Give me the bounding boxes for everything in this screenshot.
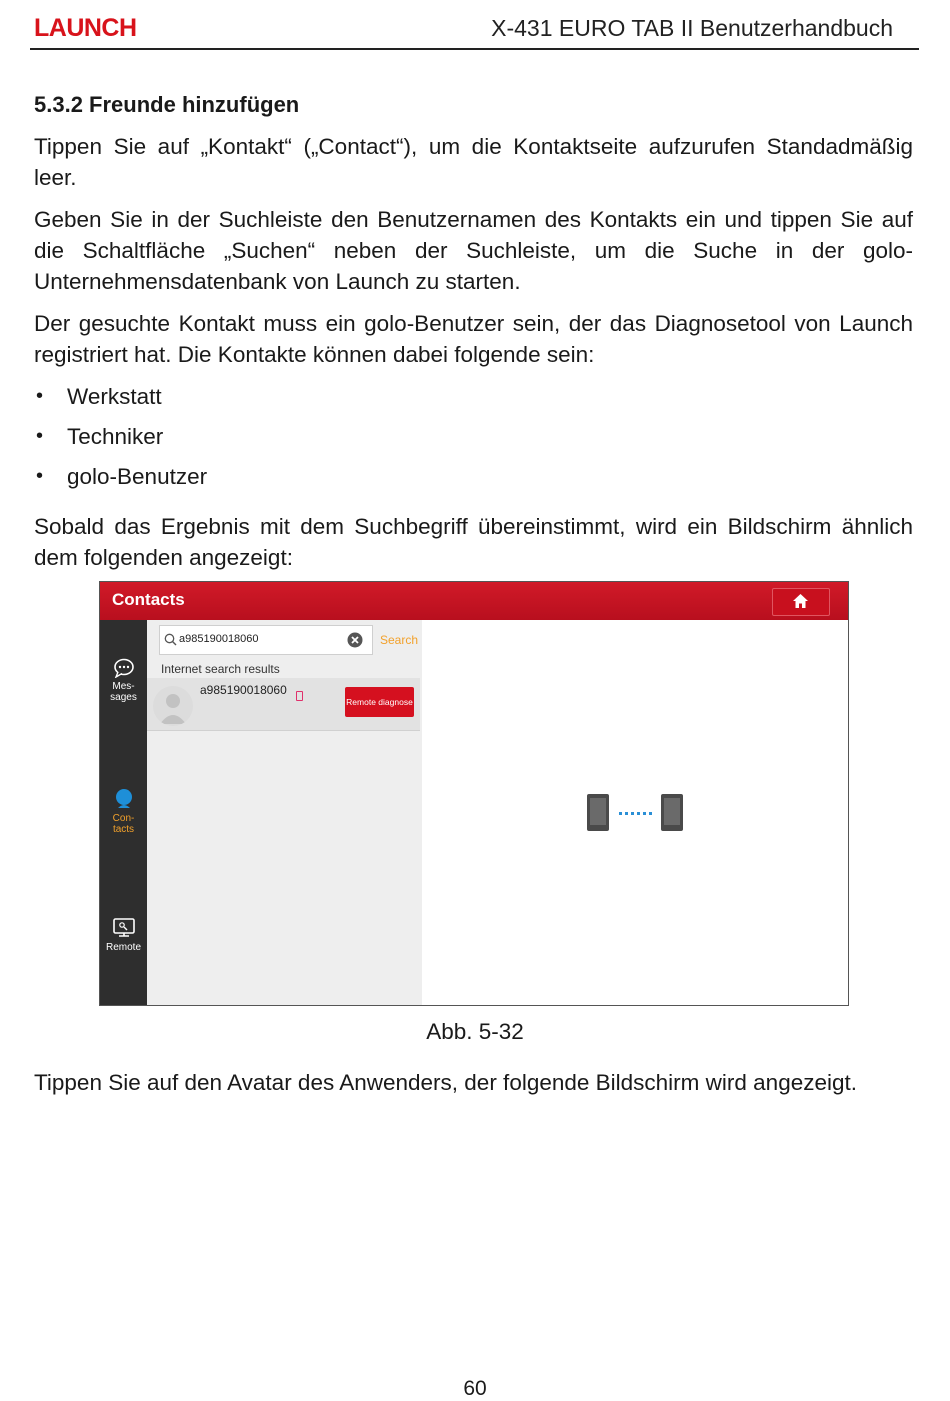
sidebar-item-label: Con- tacts [112,813,135,835]
figure-caption: Abb. 5-32 [426,1019,524,1044]
contacts-screenshot [99,581,849,1006]
list-item: • Techniker [34,421,913,461]
brand-logo: LAUNCH [34,14,137,42]
sidebar-item-contacts[interactable] [100,788,147,835]
chat-bubble-icon [113,658,135,678]
result-username: a985190018060 [200,683,287,697]
results-heading: Internet search results [161,662,280,676]
home-button[interactable] [772,588,830,616]
paragraph: Geben Sie in der Suchleiste den Benutzernamen des Kontakts ein und tippen Sie auf die Schaltfläche „Suchen“ neben der Suchleiste, um die Suche in der golo-Unternehmensdatenbank von Launch zu starten. [34,207,913,294]
sidebar-item-messages[interactable] [100,658,147,703]
search-value: a985190018060 [179,633,259,645]
sidebar-item-remote[interactable] [100,917,147,953]
sidebar-item-label: Mes- sages [110,681,137,703]
list-item[interactable] [147,678,420,731]
search-input[interactable] [159,625,373,655]
detail-panel [422,620,848,1005]
bullet-icon: • [36,425,44,447]
bullet-icon: • [36,385,44,407]
paragraph: Tippen Sie auf den Avatar des Anwenders, der folgende Bildschirm wird angezeigt. [34,1070,857,1095]
contact-person-icon [114,788,134,810]
contacts-list-panel [147,620,422,1005]
remote-monitor-icon [112,917,136,939]
search-button[interactable]: Search [380,633,419,647]
sidebar-item-label: Remote [105,942,141,953]
app-topbar [100,582,848,620]
avatar[interactable] [153,686,193,726]
home-icon [792,593,809,609]
page-header [30,10,919,50]
clear-icon[interactable] [347,632,363,648]
search-icon [164,633,177,646]
list-item: • Werkstatt [34,381,913,421]
bullet-icon: • [36,465,44,487]
remote-diagnose-button[interactable]: Remote diagnose [345,687,414,717]
paragraph: Tippen Sie auf „Kontakt“ („Contact“), um die Kontaktseite aufzurufen Standadmäßig leer. [34,134,913,190]
document-title: X-431 EURO TAB II Benutzerhandbuch [491,15,893,41]
trash-icon[interactable] [296,691,303,701]
sidebar [100,620,147,1005]
app-title: Contacts [112,590,185,609]
section-content [34,92,913,584]
paragraph: Der gesuchte Kontakt muss ein golo-Benutzer sein, der das Diagnosetool von Launch registriert hat. Die Kontakte können dabei folgende sein: [34,311,913,367]
closing-content [34,1066,913,1111]
list-item: • golo-Benutzer [34,461,913,501]
contact-type-list [34,381,913,501]
paragraph: Sobald das Ergebnis mit dem Suchbegriff übereinstimmt, wird ein Bildschirm ähnlich dem folgenden angezeigt: [34,514,913,570]
user-silhouette-icon [153,686,193,726]
device-connection-icon [586,793,686,833]
section-heading: 5.3.2 Freunde hinzufügen [34,92,300,117]
page-number: 60 [463,1377,487,1400]
